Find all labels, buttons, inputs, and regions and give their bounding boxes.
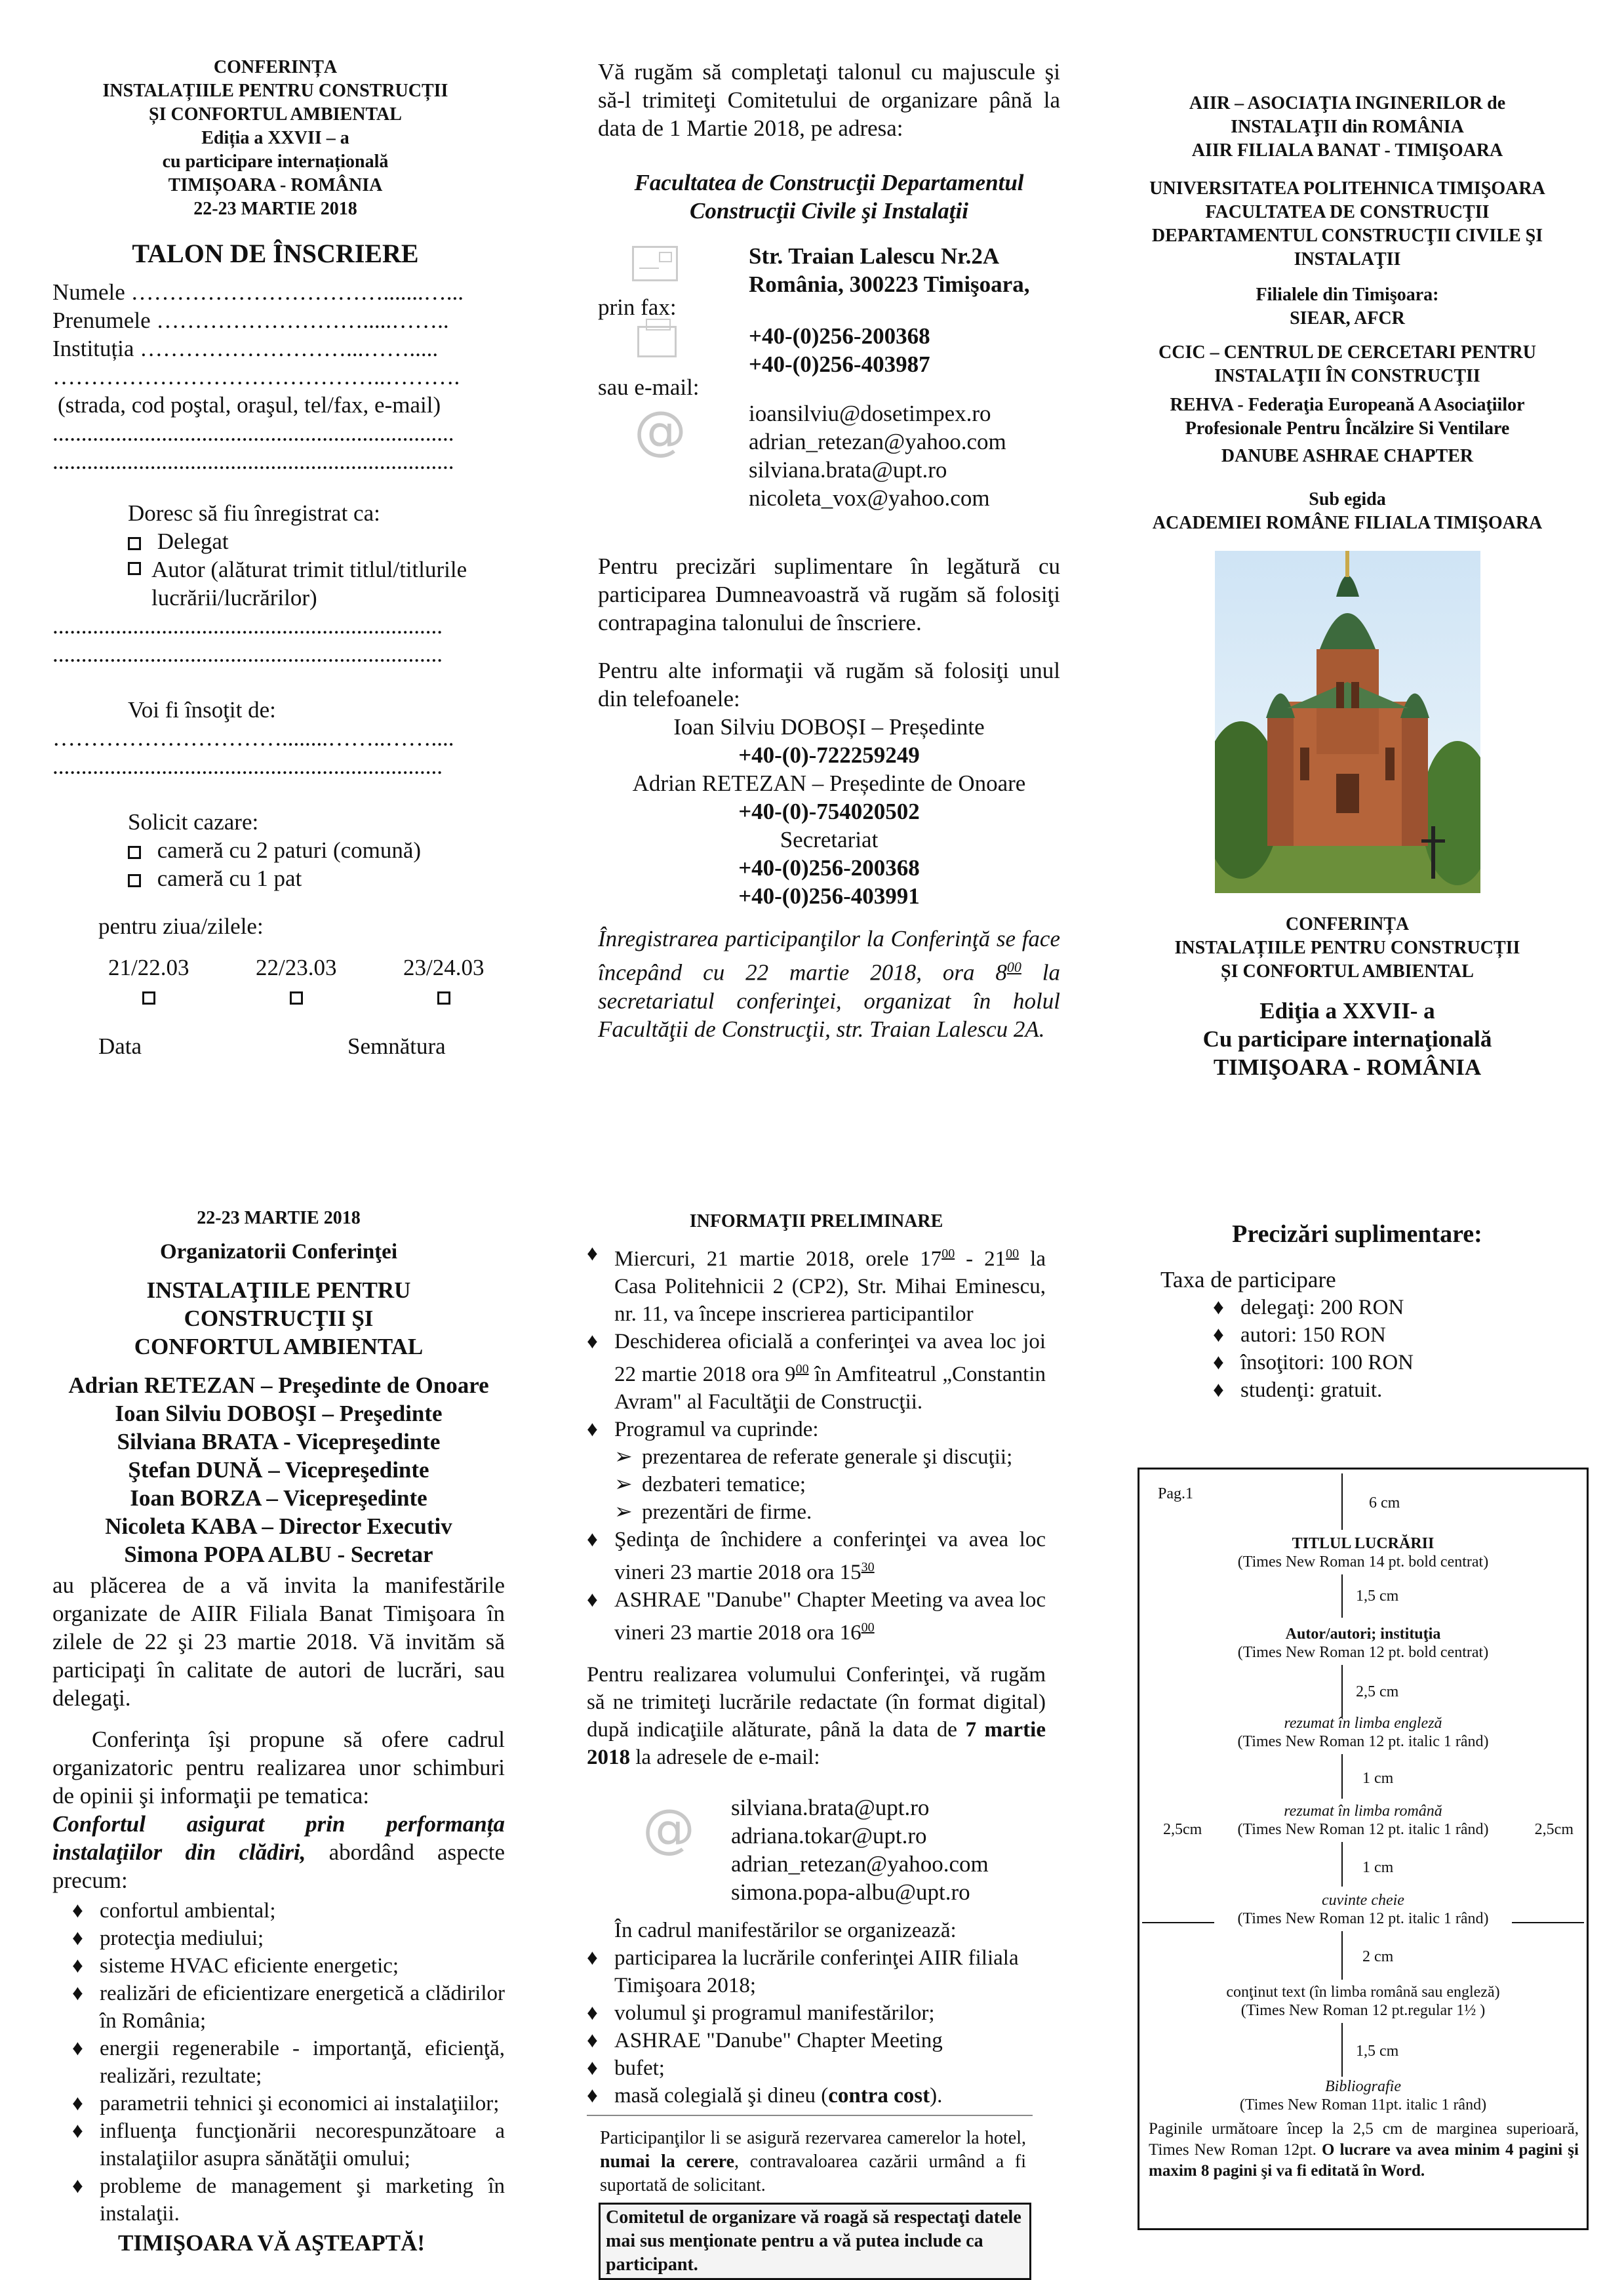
list-item: ♦ protecţia mediului; <box>72 1925 505 1952</box>
diamond-bullet-icon: ♦ <box>72 1899 83 1923</box>
email-4[interactable]: nicoleta_vox@yahoo.com <box>749 485 990 511</box>
diamond-bullet-icon: ♦ <box>587 2001 598 2025</box>
list-item: ♦ confortul ambiental; <box>72 1897 505 1925</box>
org-rehva: REHVA - Federaţia Europeană A Asociaţiilor Profesionale Pentru Încălzire Si Ventilare <box>1170 395 1525 439</box>
org-ccic: CCIC – CENTRUL DE CERCETARI PENTRU INSTALAŢII ÎN CONSTRUCŢII <box>1159 342 1536 386</box>
list-item: ♦ masă colegială şi dineu (contra cost). <box>587 2082 1046 2110</box>
organizer: Ioan Silviu DOBOŞI – Preşedinte <box>115 1401 443 1426</box>
address-line-2[interactable]: ...................................................................... <box>52 420 454 446</box>
panel-additional-info <box>1128 1220 1587 1404</box>
diamond-bullet-icon: ♦ <box>587 1418 598 1441</box>
diamond-bullet-icon: ♦ <box>587 2084 598 2108</box>
margin-arrow <box>1341 1931 1343 1980</box>
date-label: Data <box>98 1033 142 1059</box>
side-margin-label-left: 2,5cm <box>1163 1821 1202 1838</box>
organizer: Nicoleta KABA – Director Executiv <box>105 1513 452 1539</box>
day-option-2[interactable]: 22/23.03 <box>256 953 336 1010</box>
template-content: conţinut text (în limba română sau engleză) <box>1226 1984 1500 2001</box>
topics-list <box>52 1897 505 2228</box>
org-aiir: AIIR – ASOCIAŢIA INGINERILOR de INSTALAŢII din ROMÂNIA AIIR FILIALA BANAT - TIMIŞOARA <box>1189 93 1506 161</box>
list-item: ♦ Deschiderea oficială a conferinţei va avea loc joi 22 martie 2018 ora $9^{00}$ în Amfiteatrul „Constantin Avram" al Facultăţii de Construcţii. <box>587 1328 1046 1416</box>
list-item: ♦ Şedinţa de închidere a conferinţei va avea loc vineri 23 martie 2018 ora $15^{30}$ <box>587 1526 1046 1586</box>
purpose-text: Conferinţa îşi propune să ofere cadrul organizatoric pentru realizarea unor schimburi de opinii şi informaţii pe tematica: <box>52 1727 505 1809</box>
invitation-date: 22-23 MARTIE 2018 <box>197 1208 361 1228</box>
list-item: ♦ influenţa funcţionării necorespunzătoare a instalaţiilor asupra sănătăţii omului; <box>72 2117 505 2172</box>
secretariat-phone-1[interactable]: +40-(0)256-200368 <box>738 855 920 881</box>
address-line-1: Str. Traian Lalescu Nr.2A <box>749 243 1000 269</box>
diamond-bullet-icon: ♦ <box>587 1242 598 1266</box>
margin-label: 1,5 cm <box>1356 1588 1399 1605</box>
at-sign-icon: @ <box>643 1798 695 1859</box>
secretariat-phone-2[interactable]: +40-(0)256-403991 <box>738 883 920 909</box>
template-title: TITLUL LUCRĂRII <box>1292 1535 1435 1552</box>
email-2[interactable]: adrian_retezan@yahoo.com <box>749 429 1006 454</box>
template-keywords-font: (Times New Roman 12 pt. italic 1 rând) <box>1237 1910 1489 1927</box>
template-bibliography-font: (Times New Roman 11pt. italic 1 rând) <box>1239 2096 1487 2113</box>
submission-email-1[interactable]: silviana.brata@upt.ro <box>731 1795 930 1820</box>
organizer: Adrian RETEZAN – Preşedinte de Onoare <box>68 1372 489 1398</box>
list-item: ♦ autori: 150 RON <box>1213 1321 1587 1349</box>
side-margin-arrow-left <box>1142 1922 1214 1923</box>
more-info-text: Pentru precizări suplimentare în legătură cu participarea Dumneavoastră vă rugăm să folosiţi contrapagina talonului de înscriere. <box>598 553 1060 635</box>
title-line-1[interactable]: .................................................................... <box>52 613 443 639</box>
diamond-bullet-icon: ♦ <box>1213 1296 1224 1319</box>
list-item: ➢ prezentări de firme. <box>614 1498 1046 1526</box>
side-margin-arrow-right <box>1512 1922 1584 1923</box>
template-keywords: cuvinte cheie <box>1322 1892 1404 1909</box>
envelope-icon <box>632 246 678 281</box>
fax-icon <box>637 326 677 357</box>
email-label: sau e-mail: <box>598 374 700 400</box>
committee-notice-box: Comitetul de organizare vă roagă să respectaţi datele mai sus menţionate pentru a vă putea include ca participant. <box>599 2203 1031 2280</box>
checkbox-day-1[interactable] <box>142 991 155 1005</box>
paper-template-diagram <box>1138 1468 1589 2230</box>
template-note: Paginile următoare încep la 2,5 cm de marginea superioară, Times New Roman 12pt. O lucrare va avea minim 4 pagini şi maxim 8 pagini şi va fi editată în Word. <box>1149 2120 1579 2180</box>
organizer: Silviana BRATA - Vicepreşedinte <box>117 1429 441 1454</box>
margin-arrow <box>1341 1842 1343 1887</box>
list-item: ♦ ASHRAE "Danube" Chapter Meeting va avea loc vineri 23 martie 2018 ora $16^{00}$ <box>587 1586 1046 1647</box>
fee-title: Taxa de participare <box>1160 1267 1336 1292</box>
organized-list <box>587 1944 1046 2110</box>
day-option-1[interactable]: 21/22.03 <box>108 953 189 1010</box>
checkbox-day-3[interactable] <box>437 991 450 1005</box>
cover-conference-title: CONFERINȚA INSTALAȚIILE PENTRU CONSTRUCȚII ȘI CONFORTUL AMBIENTAL <box>1174 914 1520 982</box>
margin-label: 6 cm <box>1369 1494 1400 1511</box>
arrow-bullet-icon: ➢ <box>614 1500 633 1524</box>
diamond-bullet-icon: ♦ <box>587 1330 598 1353</box>
preliminary-title: INFORMAŢII PRELIMINARE <box>689 1211 943 1231</box>
diamond-bullet-icon: ♦ <box>72 1982 83 2005</box>
diamond-bullet-icon: ♦ <box>72 2119 83 2143</box>
list-item: ♦ însoţitori: 100 RON <box>1213 1349 1587 1376</box>
theme-text: Confortul asigurat prin performanța instalaţiilor din clădiri, abordând aspecte precum: <box>52 1811 505 1893</box>
list-item: ♦ realizări de eficientizare energetică a clădirilor în România; <box>72 1980 505 2035</box>
list-item: ♦ ASHRAE "Danube" Chapter Meeting <box>587 2027 1046 2054</box>
fax-number-2: +40-(0)256-403987 <box>749 351 930 377</box>
name-field[interactable]: Numele …………………………….......…... <box>52 279 464 305</box>
checkbox-room-2[interactable] <box>128 846 141 859</box>
template-authors-font: (Times New Roman 12 pt. bold centrat) <box>1237 1644 1489 1661</box>
address-line-2: România, 300223 Timişoara, <box>749 271 1030 297</box>
patronage: Sub egida ACADEMIEI ROMÂNE FILIALA TIMIŞOARA <box>1152 489 1543 533</box>
arrow-bullet-icon: ➢ <box>614 1445 633 1469</box>
invitation-text: au plăcerea de a vă invita la manifestările organizate de AIIR Filiala Banat Timişoara în zilele de 22 şi 23 martie 2018. Vă invităm să participaţi în calitate de autori de lucrări, sau delegaţi. <box>52 1572 505 1711</box>
list-item: ♦ volumul şi programul manifestărilor; <box>587 1999 1046 2027</box>
margin-arrow <box>1341 1665 1343 1717</box>
diamond-bullet-icon: ♦ <box>587 2056 598 2080</box>
diamond-bullet-icon: ♦ <box>72 1927 83 1950</box>
panel-preliminary-info <box>587 1210 1046 2280</box>
list-item: ➢ prezentarea de referate generale şi discuţii; <box>614 1443 1046 1471</box>
organizer: Ioan BORZA – Vicepreşedinte <box>130 1485 427 1511</box>
institution-field[interactable]: Instituția ………………………...……..... <box>52 336 439 361</box>
title-lines <box>52 612 498 668</box>
faculty-name: Facultatea de Construcţii Departamentul Construcţii Civile şi Instalaţii <box>634 170 1024 224</box>
accompanied-label: Voi fi însoţit de: <box>128 697 276 723</box>
margin-arrow <box>1341 2023 1343 2077</box>
diamond-bullet-icon: ♦ <box>72 2037 83 2060</box>
template-abstract-ro-font: (Times New Roman 12 pt. italic 1 rând) <box>1237 1821 1489 1838</box>
checkbox-delegat[interactable] <box>128 537 141 550</box>
checkbox-room-1[interactable] <box>128 874 141 887</box>
additional-title: Precizări suplimentare: <box>1232 1220 1482 1248</box>
diamond-bullet-icon: ♦ <box>1213 1351 1224 1374</box>
diamond-bullet-icon: ♦ <box>72 2174 83 2198</box>
organizer: Simona POPA ALBU - Secretar <box>124 1542 433 1567</box>
organizers-list <box>52 1371 505 1569</box>
diamond-bullet-icon: ♦ <box>1213 1323 1224 1347</box>
template-abstract-en: rezumat în limba engleză <box>1284 1715 1442 1732</box>
accompanied-line-1[interactable]: …………………………........……..…….... <box>52 725 454 751</box>
margin-arrow <box>1341 1754 1343 1799</box>
cover-edition: Ediţia a XXVII- a Cu participare internaţională TIMIŞOARA - ROMÂNIA <box>1202 998 1492 1080</box>
cathedral-illustration <box>1215 551 1480 893</box>
accompanied-line-2[interactable]: .................................................................... <box>52 753 443 779</box>
fax-label: prin fax: <box>598 294 677 320</box>
organizers-title: Organizatorii Conferinţei <box>159 1240 397 1264</box>
list-item: ♦ delegaţi: 200 RON <box>1213 1294 1587 1321</box>
org-ashrae: DANUBE ASHRAE CHAPTER <box>1221 446 1474 466</box>
margin-arrow <box>1341 1574 1343 1618</box>
margin-arrow <box>1341 1473 1343 1530</box>
accommodation-label: Solicit cazare: <box>128 809 259 835</box>
register-label: Doresc să fiu înregistrat ca: <box>128 500 380 526</box>
option-delegat[interactable]: Delegat <box>52 527 498 555</box>
side-margin-label-right: 2,5cm <box>1534 1821 1574 1838</box>
email-block <box>598 374 1060 534</box>
volume-text: Pentru realizarea volumului Conferinţei, vă rugăm să ne trimiteţi lucrările redactate (în format digital) după indicaţiile alăturate, până la data de 7 martie 2018 la adresele de e-mail: <box>587 1663 1046 1769</box>
list-item: ♦ Miercuri, 21 martie 2018, orele $17^{00} - 21^{00}$ la Casa Politehnicii 2 (CP2), Str. Mihai Eminescu, nr. 11, va începe inscrierea participantilor <box>587 1240 1046 1328</box>
personal-fields <box>52 278 498 475</box>
margin-label: 1 cm <box>1362 1770 1394 1787</box>
submission-email-4[interactable]: simona.popa-albu@upt.ro <box>731 1879 970 1905</box>
preliminary-list <box>587 1240 1046 1647</box>
signature-row <box>52 1032 498 1062</box>
org-branches: Filialele din Timişoara: SIEAR, AFCR <box>1256 285 1439 329</box>
list-item: ♦ participarea la lucrările conferinţei AIIR filiala Timişoara 2018; <box>587 1944 1046 1999</box>
panel-registration-form <box>52 56 498 1062</box>
checkbox-autor[interactable] <box>128 562 141 575</box>
contact-honorary-phone[interactable]: +40-(0)-754020502 <box>738 799 920 824</box>
address-hint: (strada, cod poştal, oraşul, tel/fax, e-mail) <box>58 392 441 418</box>
cathedral-photo <box>1215 551 1480 893</box>
contacts-list <box>598 713 1060 910</box>
template-bibliography: Bibliografie <box>1325 2078 1401 2095</box>
fax-number-1: +40-(0)256-200368 <box>749 323 930 349</box>
margin-label: 1,5 cm <box>1356 2043 1399 2060</box>
list-item: ♦ studenţi: gratuit. <box>1213 1376 1587 1404</box>
panel-cover <box>1118 92 1577 1081</box>
checkbox-day-2[interactable] <box>290 991 303 1005</box>
list-item: ♦ parametrii tehnici şi economici ai instalaţiilor; <box>72 2090 505 2117</box>
surname-field[interactable]: Prenumele ……………………….....…….. <box>52 308 449 333</box>
template-title-font: (Times New Roman 14 pt. bold centrat) <box>1237 1553 1489 1570</box>
program-sublist <box>587 1443 1046 1526</box>
diamond-bullet-icon: ♦ <box>587 1588 598 1612</box>
address-block <box>598 242 1060 393</box>
organized-intro: În cadrul manifestărilor se organizează: <box>614 1919 957 1942</box>
diamond-bullet-icon: ♦ <box>587 2029 598 2052</box>
diamond-bullet-icon: ♦ <box>72 1954 83 1978</box>
days-row <box>52 953 498 1012</box>
hotel-text: Participanţilor li se asigură rezervarea camerelor la hotel, numai la cerere, contravaloarea cazării urmând a fi suportată de solicitant. <box>600 2128 1026 2195</box>
panel-invitation <box>52 1207 505 2257</box>
list-item: ♦ probleme de management şi marketing în instalaţii. <box>72 2172 505 2228</box>
signature-label: Semnătura <box>347 1033 446 1059</box>
list-item: ➢ dezbateri tematice; <box>614 1471 1046 1498</box>
conference-header: CONFERINȚA INSTALAȚIILE PENTRU CONSTRUCȚII ȘI CONFORTUL AMBIENTAL Ediția a XXVII – a cu participare internațională TIMIȘOARA - ROMÂNIA 22-23 MARTIE 2018 <box>102 57 448 219</box>
margin-label: 2 cm <box>1362 1948 1394 1965</box>
margin-label: 1 cm <box>1362 1859 1394 1876</box>
address-field[interactable]: ……………………………………..………. <box>52 364 460 390</box>
email-3[interactable]: silviana.brata@upt.ro <box>749 457 947 483</box>
submission-email-3[interactable]: adrian_retezan@yahoo.com <box>731 1851 989 1877</box>
address-line-3[interactable]: ...................................................................... <box>52 449 454 474</box>
day-option-3[interactable]: 23/24.03 <box>403 953 484 1010</box>
diamond-bullet-icon: ♦ <box>72 2092 83 2115</box>
template-content-font: (Times New Roman 12 pt.regular 1½ ) <box>1240 2002 1486 2019</box>
closing-line: TIMIŞOARA VĂ AŞTEAPTĂ! <box>118 2230 426 2256</box>
diamond-bullet-icon: ♦ <box>587 1528 598 1551</box>
contact-president-phone[interactable]: +40-(0)-722259249 <box>738 742 920 768</box>
fee-list <box>1128 1294 1587 1404</box>
email-1[interactable]: ioansilviu@dosetimpex.ro <box>749 401 991 426</box>
template-abstract-ro: rezumat în limba română <box>1284 1803 1442 1820</box>
days-label: pentru ziua/zilele: <box>98 913 264 939</box>
diamond-bullet-icon: ♦ <box>587 1946 598 1970</box>
org-upt: UNIVERSITATEA POLITEHNICA TIMIŞOARA FACULTATEA DE CONSTRUCŢII DEPARTAMENTUL CONSTRUCŢII CIVILE ŞI INSTALAŢII <box>1149 178 1545 270</box>
template-page-label: Pag.1 <box>1158 1485 1193 1502</box>
phones-intro: Pentru alte informaţii vă rugăm să folosiţi unul din telefoanele: <box>598 658 1060 711</box>
template-authors: Autor/autori; instituţia <box>1285 1626 1441 1643</box>
accompanied-lines <box>52 724 498 780</box>
title-line-2[interactable]: .................................................................... <box>52 641 443 667</box>
panel-contact <box>598 58 1060 1043</box>
option-autor[interactable]: Autor (alăturat trimit titlul/titlurile lucrării/lucrărilor) <box>52 555 498 612</box>
template-abstract-en-font: (Times New Roman 12 pt. italic 1 rând) <box>1237 1733 1489 1750</box>
list-item: ♦ Programul va cuprinde: <box>587 1416 1046 1443</box>
submission-emails <box>587 1790 1046 1914</box>
arrow-bullet-icon: ➢ <box>614 1473 633 1496</box>
contact-honorary: Adrian RETEZAN – Președinte de Onoare <box>632 770 1026 796</box>
form-title: TALON DE ÎNSCRIERE <box>132 239 419 268</box>
at-sign-icon: @ <box>634 400 686 461</box>
contact-president: Ioan Silviu DOBOȘI – Președinte <box>673 714 985 740</box>
registration-note: Înregistrarea participanţilor la Conferinţă se face începând cu 22 martie 2018, ora $8^{00}$ la secretariatul conferinţei, organizat în holul Facultăţii de Construcţii, str. Traian Lalescu 2A. <box>598 926 1060 1042</box>
list-item: ♦ energii regenerabile - importanţă, eficienţă, realizări, rezultate; <box>72 2035 505 2090</box>
submission-email-2[interactable]: adriana.tokar@upt.ro <box>731 1823 927 1849</box>
list-item: ♦ bufet; <box>587 2054 1046 2082</box>
option-room-1[interactable]: cameră cu 1 pat <box>52 864 498 892</box>
contact-secretariat: Secretariat <box>780 827 879 852</box>
list-item: ♦ sisteme HVAC eficiente energetic; <box>72 1952 505 1980</box>
organizer: Ştefan DUNĂ – Vicepreşedinte <box>128 1457 429 1483</box>
option-room-2[interactable]: cameră cu 2 paturi (comună) <box>52 836 498 864</box>
intro-text: Vă rugăm să completaţi talonul cu majuscule şi să-l trimiteţi Comitetului de organizare până la data de 1 Martie 2018, pe adresa: <box>598 59 1060 141</box>
diamond-bullet-icon: ♦ <box>1213 1378 1224 1402</box>
margin-label: 2,5 cm <box>1356 1683 1399 1700</box>
invitation-conference-title: INSTALAŢIILE PENTRU CONSTRUCŢII ŞI CONFORTUL AMBIENTAL <box>134 1277 424 1359</box>
